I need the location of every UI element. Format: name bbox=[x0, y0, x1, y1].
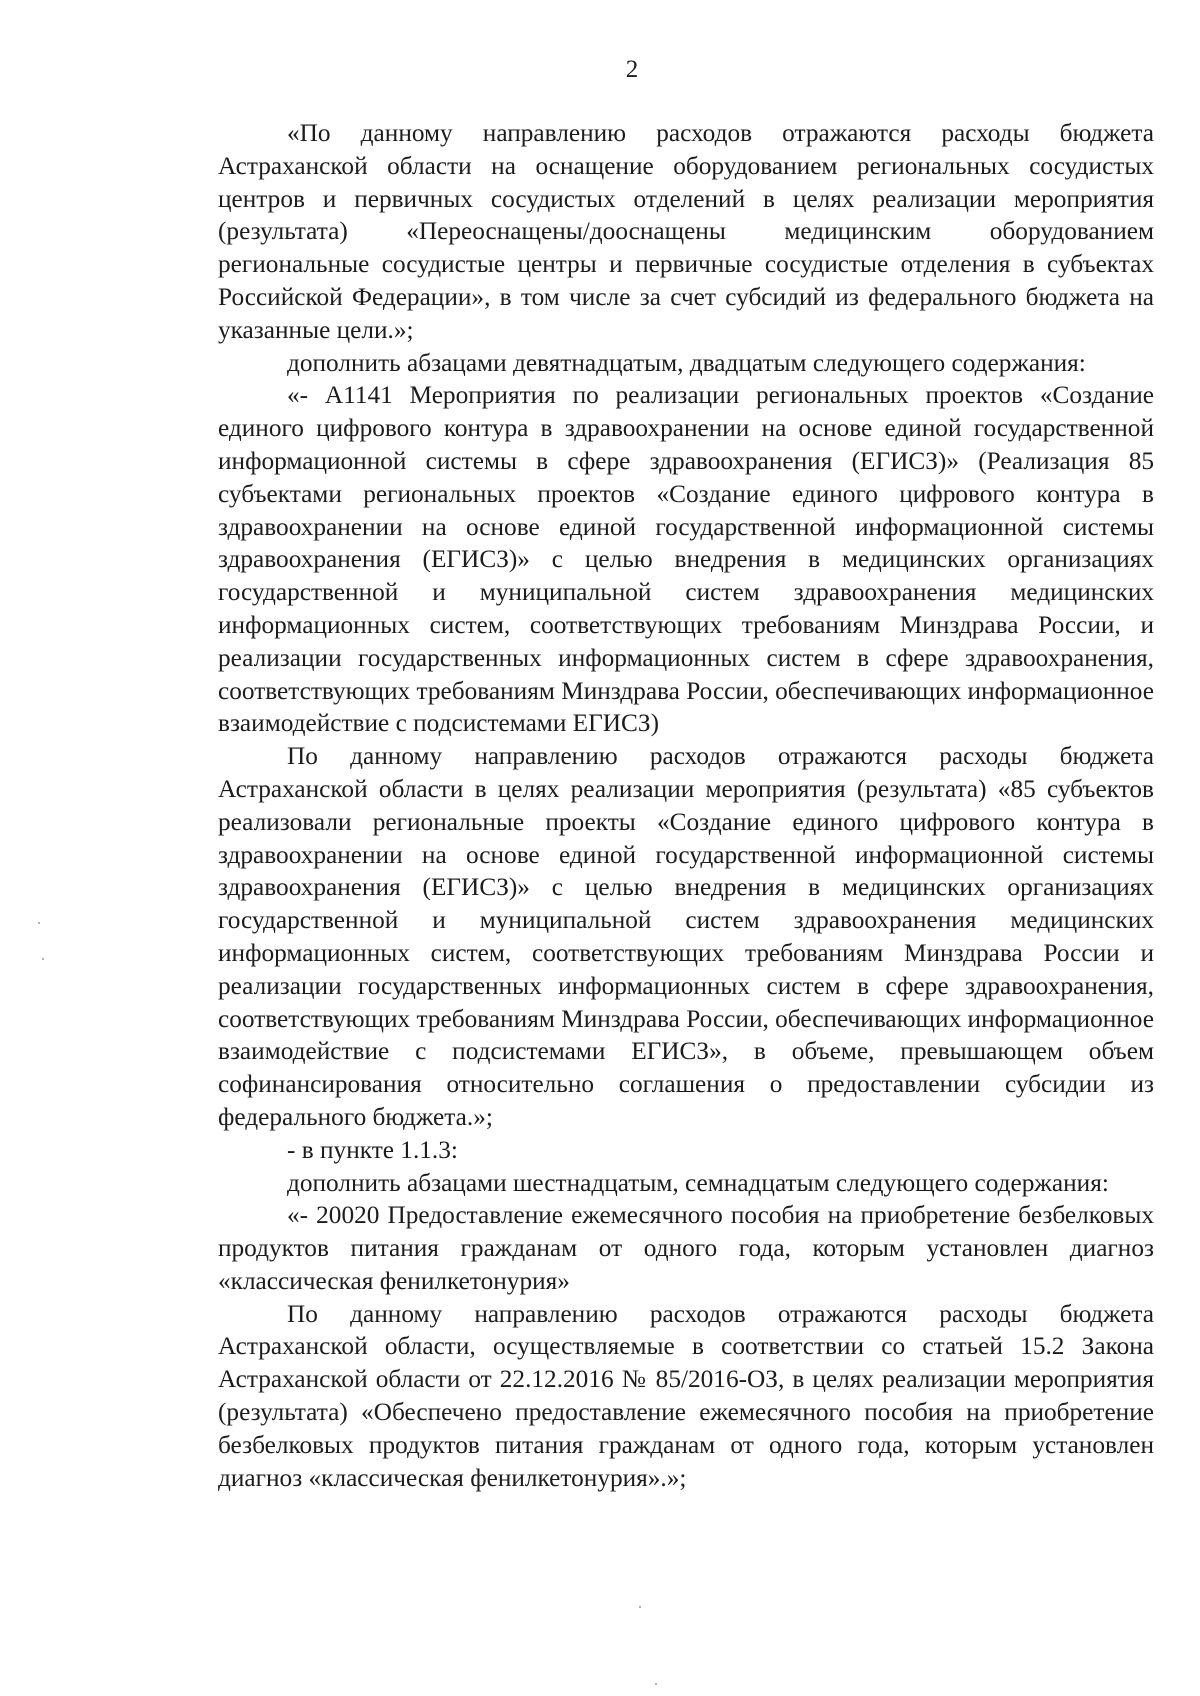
paragraph-7: «- 20020 Предоставление ежемесячного пособия на приобретение безбелковых продуктов питания гражданам от одного года, которым установлен диагноз «классическая фенилкетонурия» bbox=[218, 1201, 1154, 1295]
paragraph-5: - в пункте 1.1.3: bbox=[287, 1135, 458, 1164]
document-body bbox=[218, 117, 1154, 1494]
paragraph-2: дополнить абзацами девятнадцатым, двадцатым следующего содержания: bbox=[287, 348, 1086, 377]
scan-speck bbox=[639, 1606, 641, 1608]
paragraph-4: По данному направлению расходов отражаются расходы бюджета Астраханской области в целях реализации мероприятия (результата) «85 субъектов реализовали региональные проекты «Создание единого цифрового контура в здравоохранении на основе единой государственной информационной системы здравоохранения (ЕГИСЗ)» с целью внедрения в медицинских организациях государственной и муниципальной систем здравоохранения медицинских информационных систем, соответствующих требованиям Минздрава России и реализации государственных информационных систем в сфере здравоохранения, соответствующих требованиям Минздрава России, обеспечивающих информационное взаимодействие с подсистемами ЕГИСЗ», в объеме, превышающем объем софинансирования относительно соглашения о предоставлении субсидии из федерального бюджета.»; bbox=[218, 742, 1154, 1131]
paragraph-8: По данному направлению расходов отражаются расходы бюджета Астраханской области, осуществляемые в соответствии со статьей 15.2 Закона Астраханской области от 22.12.2016 № 85/2016-ОЗ, в целях реализации мероприятия (результата) «Обеспечено предоставление ежемесячного пособия на приобретение безбелковых продуктов питания гражданам от одного года, которым установлен диагноз «классическая фенилкетонурия».»; bbox=[218, 1299, 1154, 1492]
scan-speck bbox=[655, 1683, 657, 1685]
paragraph-3: «- А1141 Мероприятия по реализации региональных проектов «Создание единого цифрового контура в здравоохранении на основе единой государственной информационной системы в сфере здравоохранения (ЕГИСЗ)» (Реализация 85 субъектами региональных проектов «Создание единого цифрового контура в здравоохранении на основе единой государственной информационной системы здравоохранения (ЕГИСЗ)» с целью внедрения в медицинских организациях государственной и муниципальной систем здравоохранения медицинских информационных систем, соответствующих требованиям Минздрава России, и реализации государственных информационных систем в сфере здравоохранения, соответствующих требованиям Минздрава России, обеспечивающих информационное взаимодействие с подсистемами ЕГИСЗ) bbox=[218, 381, 1154, 738]
scan-speck bbox=[42, 958, 44, 960]
page-number: 2 bbox=[625, 56, 639, 83]
paragraph-1: «По данному направлению расходов отражаются расходы бюджета Астраханской области на оснащение оборудованием региональных сосудистых центров и первичных сосудистых отделений в целях реализации мероприятия (результата) «Переоснащены/дооснащены медицинским оборудованием региональные сосудистые центры и первичные сосудистые отделения в субъектах Российской Федерации», в том числе за счет субсидий из федерального бюджета на указанные цели.»; bbox=[218, 119, 1154, 344]
paragraph-6: дополнить абзацами шестнадцатым, семнадцатым следующего содержания: bbox=[287, 1168, 1109, 1197]
scan-speck bbox=[38, 922, 40, 924]
